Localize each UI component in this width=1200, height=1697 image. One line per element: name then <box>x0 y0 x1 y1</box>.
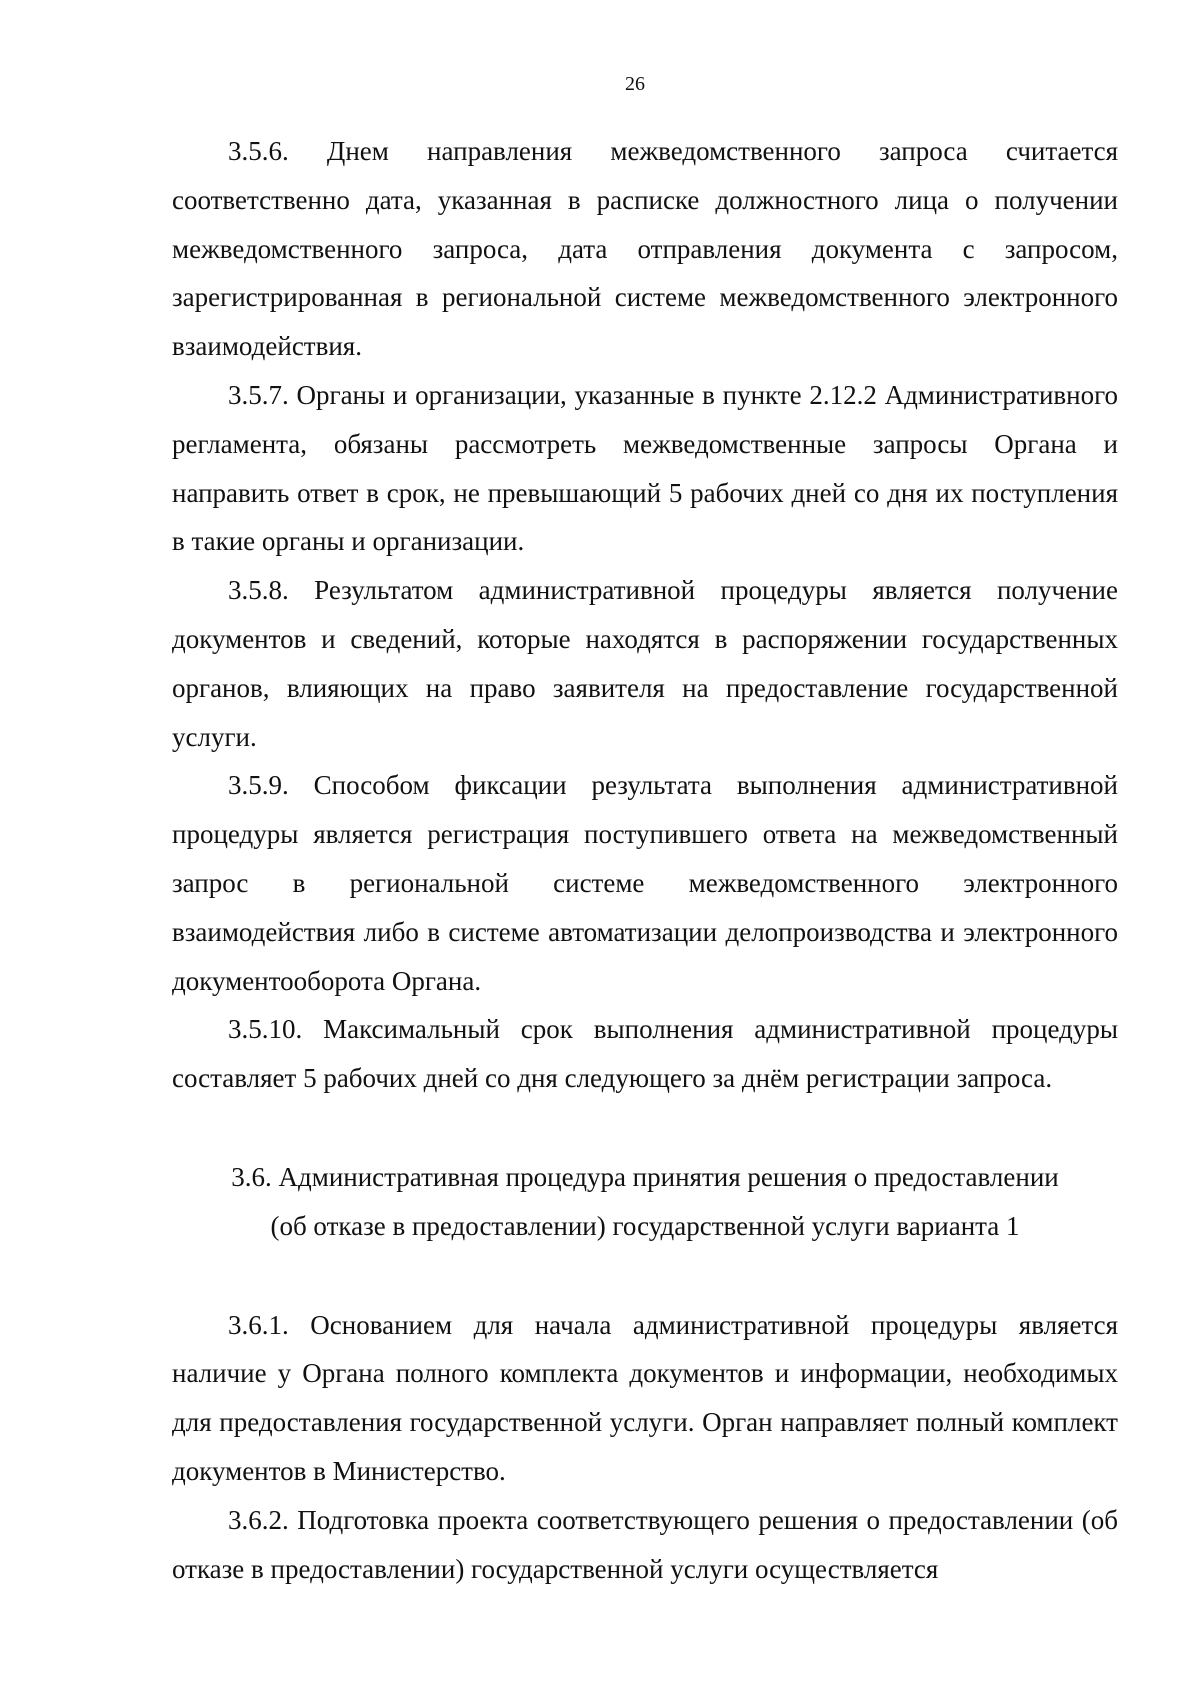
section-heading-line-2: (об отказе в предоставлении) государственной услуги варианта 1 <box>270 1210 1020 1241</box>
paragraph-3-5-6: 3.5.6. Днем направления межведомственного запроса считается соответственно дата, указанная в расписке должностного лица о получении межведомственного запроса, дата отправления документа с запросом, зарегистрированная в региональной системе межведомственного электронного взаимодействия. <box>172 136 1118 362</box>
section-heading-line-1: 3.6. Административная процедура принятия решения о предоставлении <box>231 1161 1059 1192</box>
paragraph-3-5-10: 3.5.10. Максимальный срок выполнения административной процедуры составляет 5 рабочих дней со дня следующего за днём регистрации запроса. <box>172 1014 1118 1094</box>
paragraph-3-6-1: 3.6.1. Основанием для начала административной процедуры является наличие у Органа полного комплекта документов и информации, необходимых для предоставления государственной услуги. Орган направляет полный комплект документов в Министерство. <box>172 1309 1118 1486</box>
page-number: 26 <box>625 73 645 95</box>
paragraph-3-5-7: 3.5.7. Органы и организации, указанные в пункте 2.12.2 Административного регламента, обязаны рассмотреть межведомственные запросы Органа и направить ответ в срок, не превышающий 5 рабочих дней со дня их поступления в такие органы и организации. <box>172 379 1118 557</box>
paragraph-3-5-8: 3.5.8. Результатом административной процедуры является получение документов и сведений, которые находятся в распоряжении государственных органов, влияющих на право заявителя на предоставление государственной услуги. <box>172 575 1118 752</box>
document-body <box>172 127 1118 1593</box>
paragraph-3-5-9: 3.5.9. Способом фиксации результата выполнения административной процедуры является регистрация поступившего ответа на межведомственный запрос в региональной системе межведомственного электронного взаимодействия либо в системе автоматизации делопроизводства и электронного документооборота Органа. <box>172 770 1118 996</box>
paragraph-3-6-2: 3.6.2. Подготовка проекта соответствующего решения о предоставлении (об отказе в предоставлении) государственной услуги осуществляется <box>172 1504 1118 1584</box>
section-heading <box>172 1153 1118 1251</box>
